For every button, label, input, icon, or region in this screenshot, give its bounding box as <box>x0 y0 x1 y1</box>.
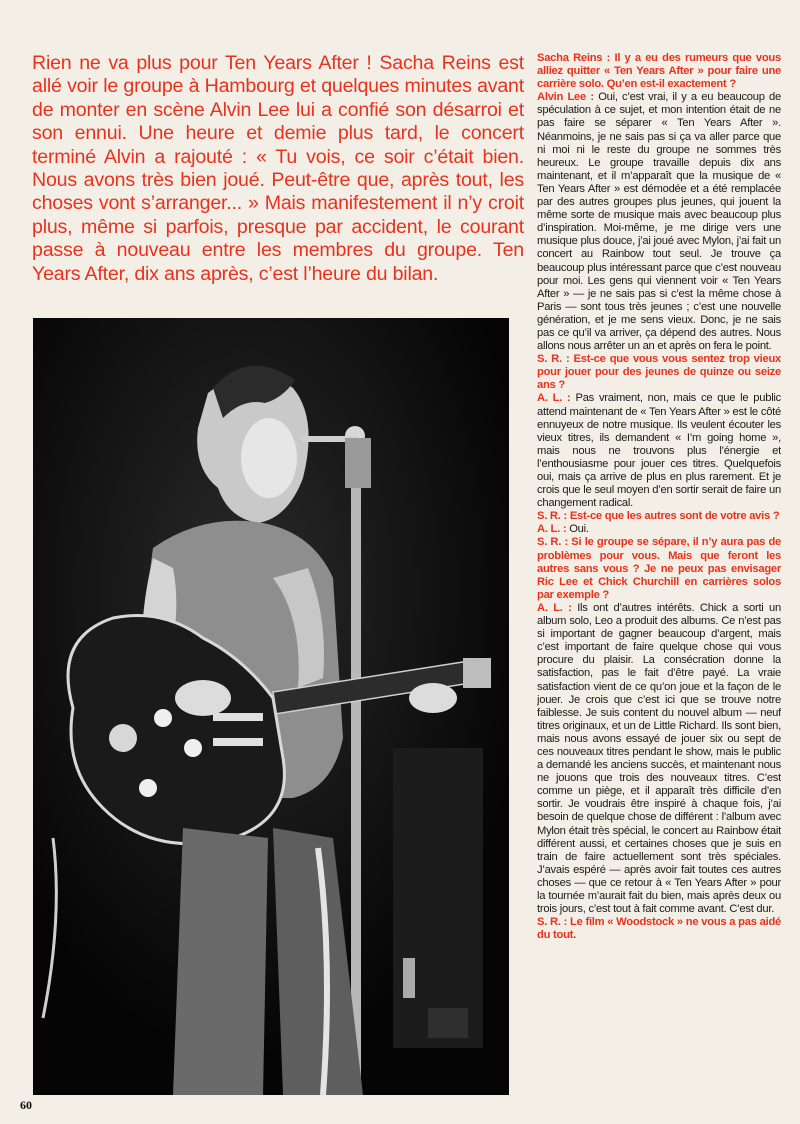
interview-question-5: S. R. : Le film « Woodstock » ne vous a pas aidé du tout. <box>537 916 781 942</box>
interview-answer-1: Alvin Lee : Oui, c’est vrai, il y a eu beaucoup de spéculation à ce sujet, et mon intention était de ne pas faire se séparer « Ten Years After ». Néanmoins, je ne sais pas si ça va aller parce que ni moi ni le reste du groupe ne sommes très heureux. Le groupe travaille depuis dix ans maintenant, et il m’apparaît que la musique de « Ten Years After » est démodée et a été remplacée par des autres groupes plus jeunes, qui jouent la même sorte de musique mais avec beaucoup plus d’inspiration. Moi-même, je me dirige vers une musique plus douce, j’ai joué avec Mylon, j’ai fait un concert au Rainbow tout seul. Je trouve ça beaucoup plus intéressant parce que c’est nouveau pour moi. Les gens qui viennent voir « Ten Years After » — je ne sais pas si c’est la même chose à Paris — sont tous très jeunes ; c’est une nouvelle génération, et je me sens vieux. Donc, je ne sais pas ce qu’il va arriver, ça dépend des autres. Nous allons nous arrêter un an et après on fera le point. <box>537 91 781 353</box>
concert-photo <box>33 318 509 1095</box>
interview-question-3: S. R. : Est-ce que les autres sont de votre avis ? <box>537 510 780 523</box>
intro-paragraph: Rien ne va plus pour Ten Years After ! Sacha Reins est allé voir le groupe à Hambourg et quelques minutes avant de monter en scène Alvin Lee lui a confié son désarroi et son ennui. Une heure et demie plus tard, le concert terminé Alvin a rajouté : « Tu vois, ce soir c’était bien. Nous avons très bien joué. Peut-être que, après tout, les choses vont s’arranger... » Mais manifestement il n’y croit plus, même si parfois, presque par accident, le courant passe à nouveau entre les membres du groupe. Ten Years After, dix ans après, c’est l’heure du bilan. <box>32 52 524 285</box>
alvin-lee-guitar-image <box>33 318 509 1095</box>
interview-question-1: Sacha Reins : Il y a eu des rumeurs que vous alliez quitter « Ten Years After » pour faire une carrière solo. Qu’en est-il exactement ? <box>537 52 781 91</box>
interview-question-2: S. R. : Est-ce que vous vous sentez trop vieux pour jouer pour des jeunes de quinze ou seize ans ? <box>537 353 781 392</box>
interview-column <box>537 52 781 1072</box>
page-number: 60 <box>20 1098 32 1112</box>
interview-question-4: S. R. : Si le groupe se sépare, il n’y aura pas de problèmes pour vous. Mais que feront les autres sans vous ? Je ne peux pas envisager Ric Lee et Chick Churchill en carrières solos par exemple ? <box>537 536 781 601</box>
interview-answer-3: A. L. : Oui. <box>537 523 589 536</box>
interview-answer-2: A. L. : Pas vraiment, non, mais ce que le public attend maintenant de « Ten Years After » est le côté ennuyeux de notre musique. Ils veulent écouter les vieux titres, ils demandent « I’m going home », mais nous ne trouvons plus l’énergie et l’enthousiasme pour jouer ces titres. Quelquefois oui, mais ça arrive de plus en plus rarement. Et je crois que le seul moyen d’en sortir serait de faire un changement radical. <box>537 392 781 510</box>
interview-answer-4: A. L. : Ils ont d’autres intérêts. Chick a sorti un album solo, Leo a produit des albums. Ce n’est pas si important de gagner beaucoup d’argent, mais c’est important de faire quelque chose qui vous procure du plaisir. La consécration donne la satisfaction, pas le fait d’être payé. La vraie satisfaction vient de ce qu’on joue et la façon de le jouer. Je crois que c’est ici que se trouve notre faiblesse. Je suis content du nouvel album — neuf titres originaux, et un de Little Richard. Ils sont bien, mais nous avons essayé de jouer six ou sept de ces nouveaux titres pendant le show, mais le public a demandé les anciens succès, et maintenant nous ne jouons que trois des nouveaux titres. C’est comme un piège, et il apparaît très difficile d’en sortir. Je voudrais être inspiré à chaque fois, j’ai besoin de quelque chose de différent : l’album avec Mylon était très spécial, le concert au Rainbow était différent aussi, et certaines choses que je suis en train de faire actuellement sont très spéciales. J’avais espéré — après avoir fait toutes ces autres choses — que ce retour à « Ten Years After » pour la tournée m’aurait fait du bien, mais après deux ou trois jours, c’est tout à fait comme avant. C’est dur. <box>537 601 781 916</box>
